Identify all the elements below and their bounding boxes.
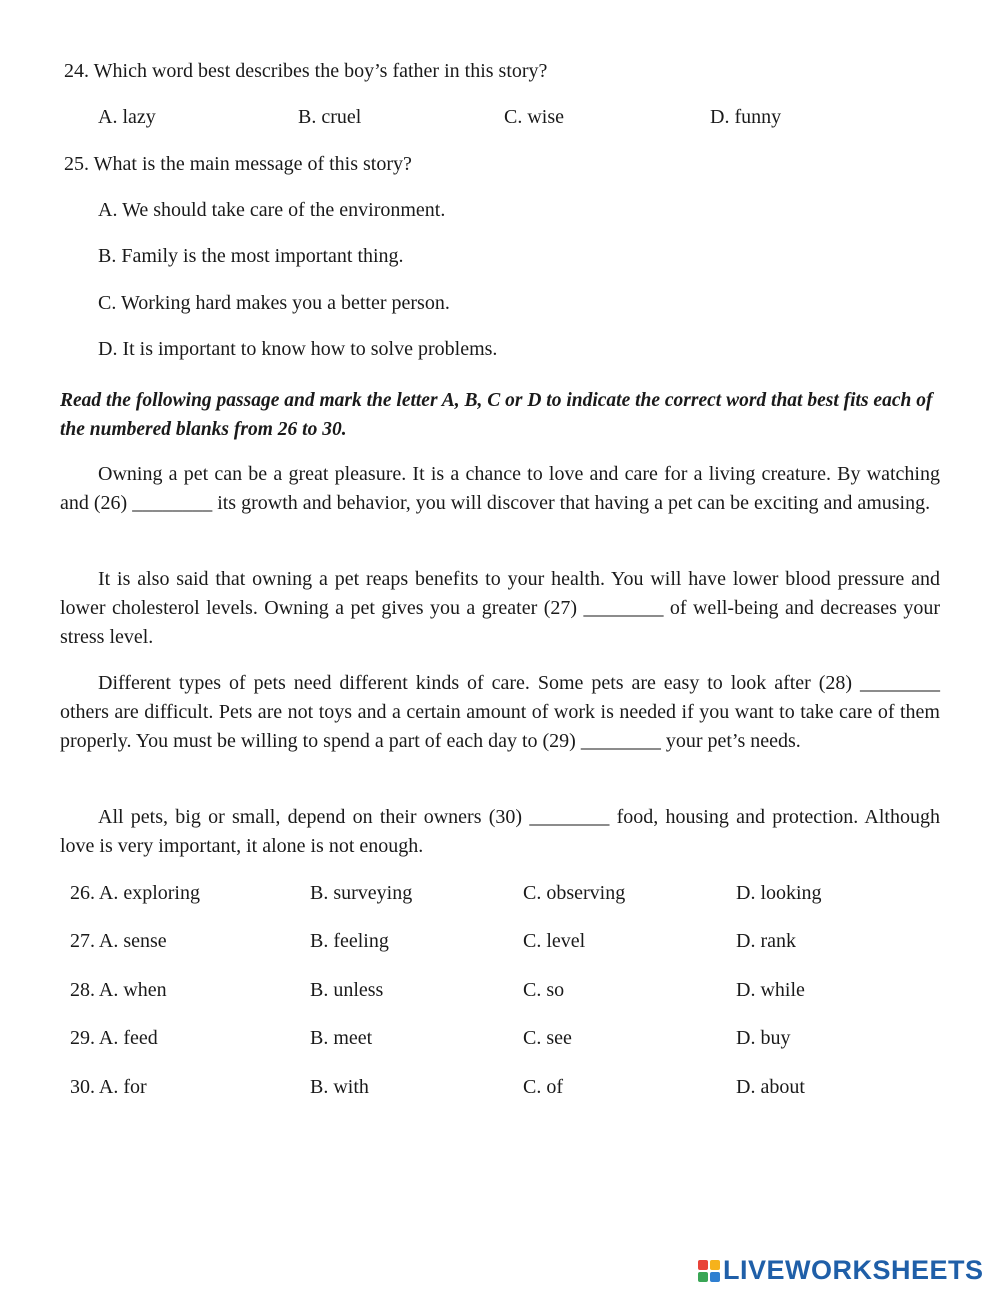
answer-26-a: 26. A. exploring (70, 882, 200, 904)
passage-paragraph-4 (60, 803, 940, 861)
answer-29-c: C. see (523, 1027, 572, 1049)
q25-option-b: B. Family is the most important thing. (98, 245, 404, 267)
logo-grid-icon (698, 1260, 720, 1282)
logo-text: LIVEWORKSHEETS (723, 1254, 984, 1285)
answer-28-b: B. unless (310, 979, 384, 1001)
answer-27-b: B. feeling (310, 930, 389, 952)
passage-paragraph-1 (60, 460, 940, 518)
q24-option-c: C. wise (504, 106, 564, 128)
answer-29-a: 29. A. feed (70, 1027, 158, 1049)
answer-30-a: 30. A. for (70, 1076, 147, 1098)
answer-27-a: 27. A. sense (70, 930, 167, 952)
answer-30-d: D. about (736, 1076, 805, 1098)
answer-28-c: C. so (523, 979, 565, 1001)
paragraph-1-text: Owning a pet can be a great pleasure. It is a chance to love and care for a living creature. By watching and (26) ________ its growth and behavior, you will discover that having a pet can be exciting and amusing. (60, 463, 940, 514)
question-25: 25. What is the main message of this story? (64, 153, 412, 175)
answer-27-d: D. rank (736, 930, 796, 952)
answer-26-b: B. surveying (310, 882, 413, 904)
answer-29-d: D. buy (736, 1027, 791, 1049)
answer-30-c: C. of (523, 1076, 563, 1098)
paragraph-3-text: Different types of pets need different kinds of care. Some pets are easy to look after (28) ________ others are difficult. Pets are not toys and a certain amount of work is needed if you want to take care of them properly. You must be willing to spend a part of each day to (29) ________ your pet’s needs. (60, 672, 940, 752)
passage-instruction: Read the following passage and mark the letter A, B, C or D to indicate the correct word that best fits each of the numbered blanks from 26 to 30. (60, 390, 933, 440)
q24-option-a: A. lazy (98, 106, 156, 128)
question-24: 24. Which word best describes the boy’s father in this story? (64, 60, 548, 82)
paragraph-4-text: All pets, big or small, depend on their owners (30) ________ food, housing and protection. Although love is very important, it alone is not enough. (60, 806, 940, 857)
q24-option-b: B. cruel (298, 106, 362, 128)
passage-paragraph-2 (60, 565, 940, 652)
q25-option-c: C. Working hard makes you a better person. (98, 292, 450, 314)
answer-28-d: D. while (736, 979, 805, 1001)
answer-26-c: C. observing (523, 882, 626, 904)
answer-28-a: 28. A. when (70, 979, 167, 1001)
passage-paragraph-3 (60, 669, 940, 756)
answer-27-c: C. level (523, 930, 586, 952)
liveworksheets-logo[interactable] (698, 1255, 984, 1285)
q24-option-d: D. funny (710, 106, 782, 128)
q25-option-d: D. It is important to know how to solve problems. (98, 338, 498, 360)
answer-29-b: B. meet (310, 1027, 373, 1049)
q25-option-a: A. We should take care of the environment. (98, 199, 446, 221)
answer-26-d: D. looking (736, 882, 822, 904)
answer-30-b: B. with (310, 1076, 369, 1098)
paragraph-2-text: It is also said that owning a pet reaps benefits to your health. You will have lower blood pressure and lower cholesterol levels. Owning a pet gives you a greater (27) ________ of well-being and decreases your stress level. (60, 568, 940, 648)
